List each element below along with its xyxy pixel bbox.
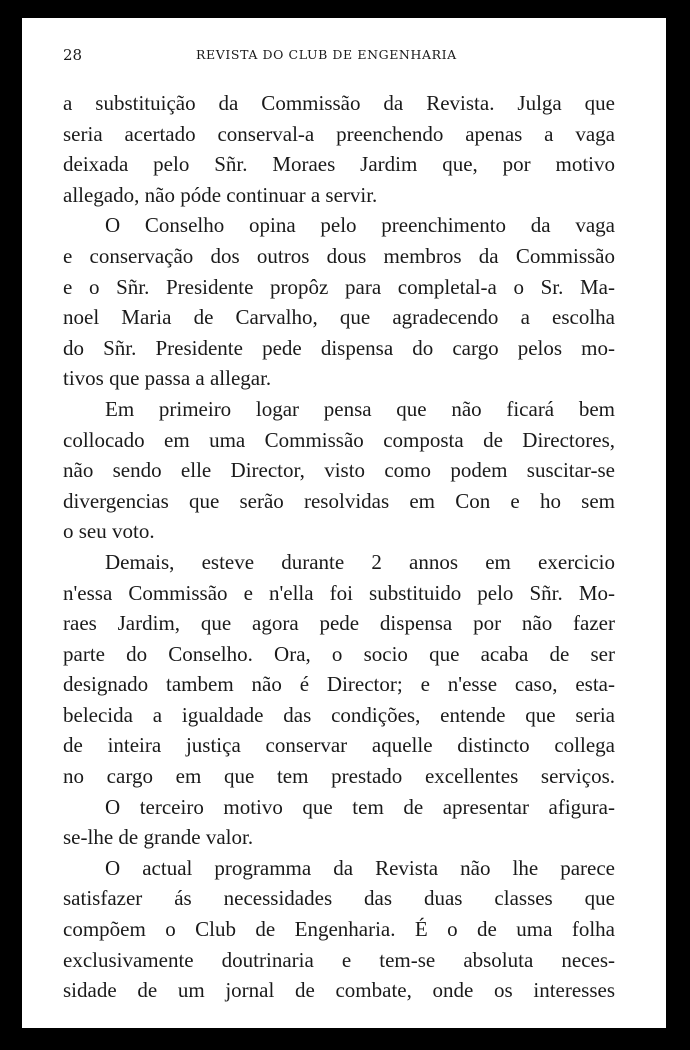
text-line: allegado, não póde continuar a servir. [63,182,378,207]
journal-title: REVISTA DO CLUB DE ENGENHARIA [196,47,457,62]
text-line: deixada pelo Sñr. Moraes Jardim que, por motivo [63,152,615,177]
text-line: Em primeiro logar pensa que não ficará bem [105,396,615,421]
text-line: a substituição da Commissão da Revista. Julga que [63,91,615,115]
text-line: no cargo em que tem prestado excellentes serviços. [63,764,615,789]
text-line: O Conselho opina pelo preenchimento da vaga [105,213,615,238]
text-line: O actual programma da Revista não lhe parece [105,855,615,880]
text-line: belecida a igualdade das condições, entende que seria [63,702,615,727]
book-page [22,18,666,1028]
text-line: O terceiro motivo que tem de apresentar afigura- [105,794,615,819]
text-line: exclusivamente doutrinaria e tem-se absoluta neces- [63,947,615,972]
text-line: divergencias que serão resolvidas em Con e ho sem [63,488,615,513]
text-line: n'essa Commissão e n'ella foi substituido pelo Sñr. Mo- [63,580,615,605]
text-line: o seu voto. [63,519,155,544]
text-line: se-lhe de grande valor. [63,825,254,850]
running-head [22,46,666,66]
text-line: e conservação dos outros dous membros da Commissão [63,243,615,268]
text-line: compõem o Club de Engenharia. É o de uma folha [63,917,615,942]
text-line: satisfazer ás necessidades das duas classes que [63,886,615,911]
text-line: sidade de um jornal de combate, onde os interesses [63,978,615,1003]
body-text [63,88,615,1006]
text-line: de inteira justiça conservar aquelle distincto collega [63,733,615,758]
text-line: parte do Conselho. Ora, o socio que acaba de ser [63,641,615,666]
text-line: tivos que passa a allegar. [63,366,272,391]
text-line: do Sñr. Presidente pede dispensa do cargo pelos mo- [63,335,615,360]
text-line: designado tambem não é Director; e n'esse caso, esta- [63,672,615,697]
text-line: Demais, esteve durante 2 annos em exercicio [105,549,615,574]
text-line: seria acertado conserval-a preenchendo apenas a vaga [63,121,615,146]
text-line: raes Jardim, que agora pede dispensa por não fazer [63,611,615,636]
page-number: 28 [63,46,83,64]
text-line: e o Sñr. Presidente propôz para completal-a o Sr. Ma- [63,274,615,299]
text-line: collocado em uma Commissão composta de Directores, [63,427,615,452]
text-line: não sendo elle Director, visto como podem suscitar-se [63,458,615,483]
text-line: noel Maria de Carvalho, que agradecendo a escolha [63,305,615,330]
